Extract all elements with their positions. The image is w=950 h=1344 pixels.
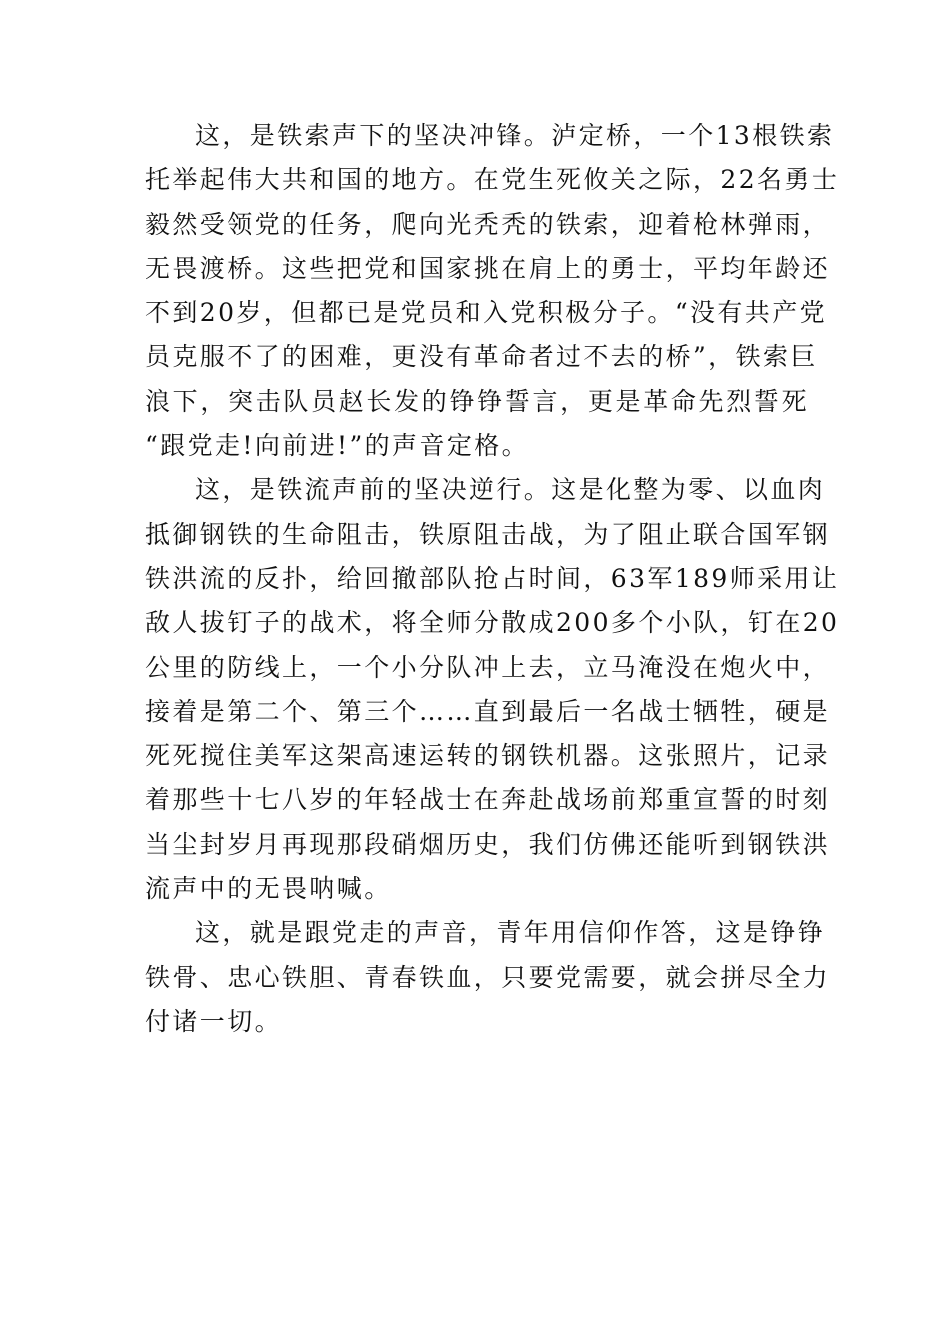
paragraph-line: 这，是铁索声下的坚决冲锋。泸定桥，一个13根铁索: [195, 121, 835, 150]
document-body: [145, 114, 840, 1044]
paragraph-line: 毅然受领党的任务，爬向光秃秃的铁索，迎着枪林弹雨，: [145, 209, 831, 239]
paragraph-line: 公里的防线上，一个小分队冲上去，立马淹没在炮火中，: [145, 652, 831, 682]
paragraph-line: 员克服不了的困难，更没有革命者过不去的桥”，铁索巨: [145, 342, 818, 372]
paragraph-2: [145, 468, 840, 911]
paragraph-line: 这，就是跟党走的声音，青年用信仰作答，这是铮铮: [195, 918, 826, 948]
paragraph-1: [145, 114, 840, 468]
paragraph-line: 着那些十七八岁的年轻战士在奔赴战场前郑重宣誓的时刻: [145, 785, 831, 815]
paragraph-line: 当尘封岁月再现那段硝烟历史，我们仿佛还能听到钢铁洪: [145, 829, 831, 859]
paragraph-line: 不到20岁，但都已是党员和入党积极分子。“没有共产党: [145, 298, 827, 328]
paragraph-line: 抵御钢铁的生命阻击，铁原阻击战，为了阻止联合国军钢: [145, 519, 831, 549]
paragraph-line: 托举起伟大共和国的地方。在党生死攸关之际，22名勇士: [145, 165, 840, 195]
paragraph-line: 死死搅住美军这架高速运转的钢铁机器。这张照片，记录: [145, 741, 831, 771]
paragraph-line: 流声中的无畏呐喊。: [145, 874, 392, 904]
paragraph-line: 这，是铁流声前的坚决逆行。这是化整为零、以血肉: [195, 475, 826, 505]
paragraph-line: 铁洪流的反扑，给回撤部队抢占时间，63军189师采用让: [145, 563, 840, 593]
paragraph-line: 无畏渡桥。这些把党和国家挑在肩上的勇士，平均年龄还: [145, 253, 831, 283]
paragraph-line: 付诸一切。: [145, 1006, 283, 1036]
paragraph-3: [145, 911, 831, 1044]
paragraph-line: 接着是第二个、第三个……直到最后一名战士牺牲，硬是: [145, 696, 831, 726]
paragraph-line: 敌人拔钉子的战术，将全师分散成200多个小队，钉在20: [145, 608, 840, 638]
paragraph-line: 铁骨、忠心铁胆、青春铁血，只要党需要，就会拼尽全力: [145, 962, 831, 992]
paragraph-line: “跟党走!向前进!”的声音定格。: [145, 431, 530, 461]
paragraph-line: 浪下，突击队员赵长发的铮铮誓言，更是革命先烈誓死: [145, 386, 809, 416]
